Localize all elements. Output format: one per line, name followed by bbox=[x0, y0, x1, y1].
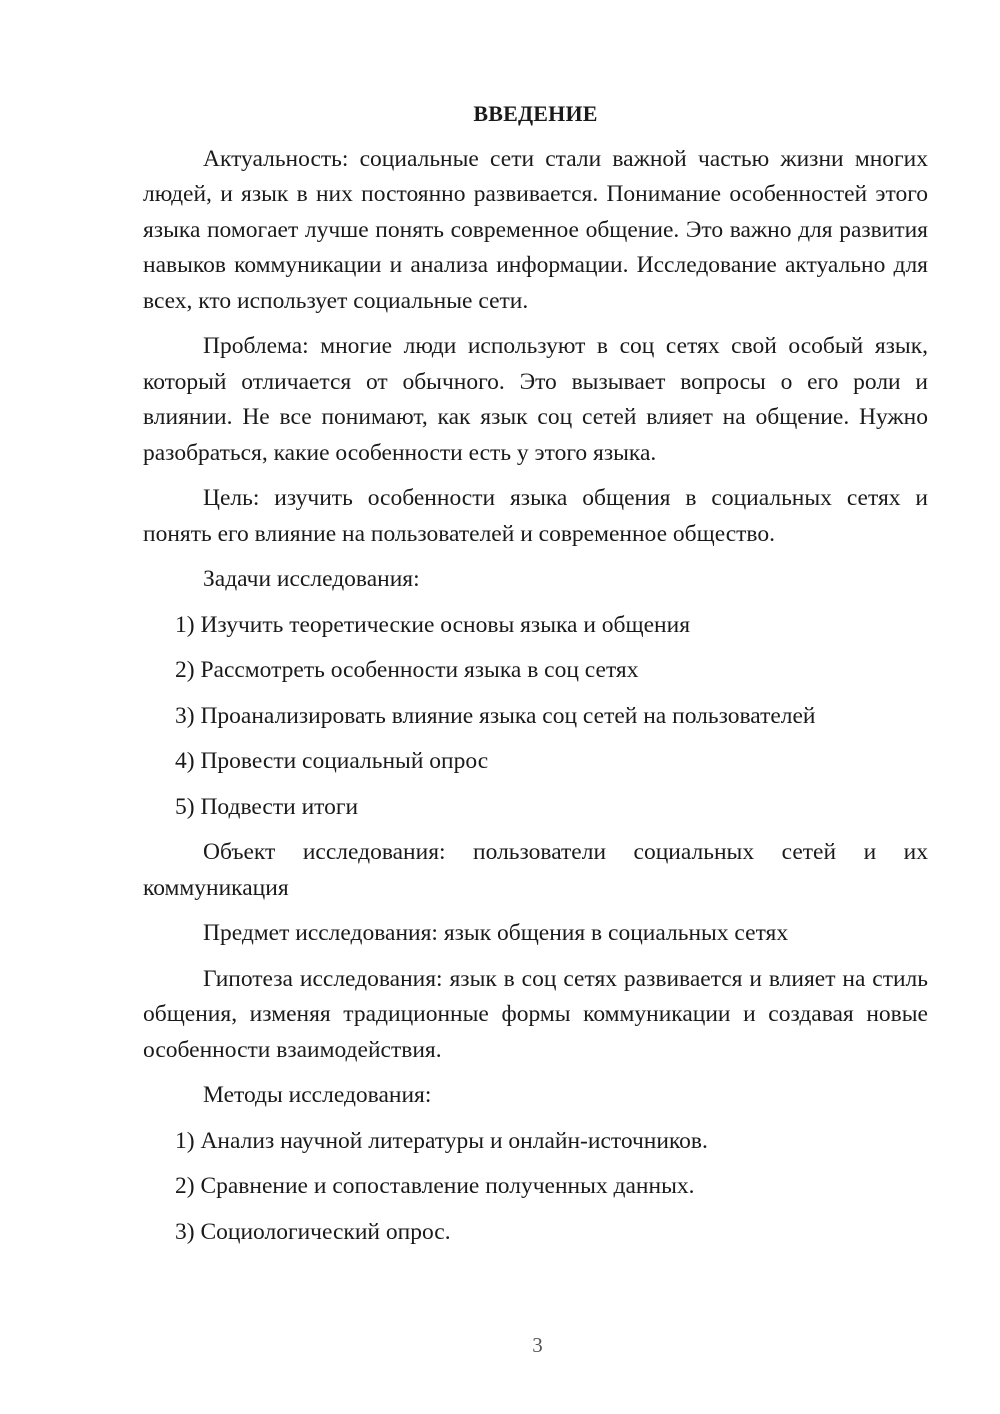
subject-paragraph: Предмет исследования: язык общения в социальных сетях bbox=[203, 920, 789, 946]
methods-list bbox=[143, 1124, 928, 1251]
list-item: 3) Проанализировать влияние языка соц сетей на пользователей bbox=[175, 702, 816, 729]
relevance-paragraph: Актуальность: социальные сети стали важной частью жизни многих людей, и язык в них постоянно развивается. Понимание особенностей этого языка помогает лучше понять современное общение. Это важно для развития навыков коммуникации и анализа информации. Исследование актуально для всех, кто использует социальные сети. bbox=[143, 145, 928, 314]
list-item: 4) Провести социальный опрос bbox=[175, 748, 489, 774]
list-item: 1) Изучить теоретические основы языка и общения bbox=[175, 611, 691, 638]
list-item: 2) Сравнение и сопоставление полученных данных. bbox=[175, 1173, 695, 1199]
page-body bbox=[143, 96, 928, 1260]
list-item: 5) Подвести итоги bbox=[175, 793, 359, 820]
hypothesis-paragraph: Гипотеза исследования: язык в соц сетях развивается и влияет на стиль общения, изменяя традиционные формы коммуникации и создавая новые особенности взаимодействия. bbox=[143, 965, 928, 1063]
methods-heading: Методы исследования: bbox=[203, 1082, 432, 1108]
tasks-list bbox=[143, 608, 928, 826]
list-item: 3) Социологический опрос. bbox=[175, 1218, 451, 1245]
object-paragraph: Объект исследования: пользователи социальных сетей и их коммуникация bbox=[143, 839, 928, 901]
tasks-heading: Задачи исследования: bbox=[203, 566, 420, 592]
problem-paragraph: Проблема: многие люди используют в соц сетях свой особый язык, который отличается от обычного. Это вызывает вопросы о его роли и влиянии. Не все понимают, как язык соц сетей влияет на общение. Нужно разобраться, какие особенности есть у этого языка. bbox=[143, 333, 928, 466]
list-item: 2) Рассмотреть особенности языка в соц сетях bbox=[175, 657, 639, 683]
page-number: 3 bbox=[532, 1333, 543, 1357]
list-item: 1) Анализ научной литературы и онлайн-источников. bbox=[175, 1127, 708, 1154]
goal-paragraph: Цель: изучить особенности языка общения в социальных сетях и понять его влияние на пользователей и современное общество. bbox=[143, 485, 928, 547]
section-title: ВВЕДЕНИЕ bbox=[473, 101, 598, 126]
